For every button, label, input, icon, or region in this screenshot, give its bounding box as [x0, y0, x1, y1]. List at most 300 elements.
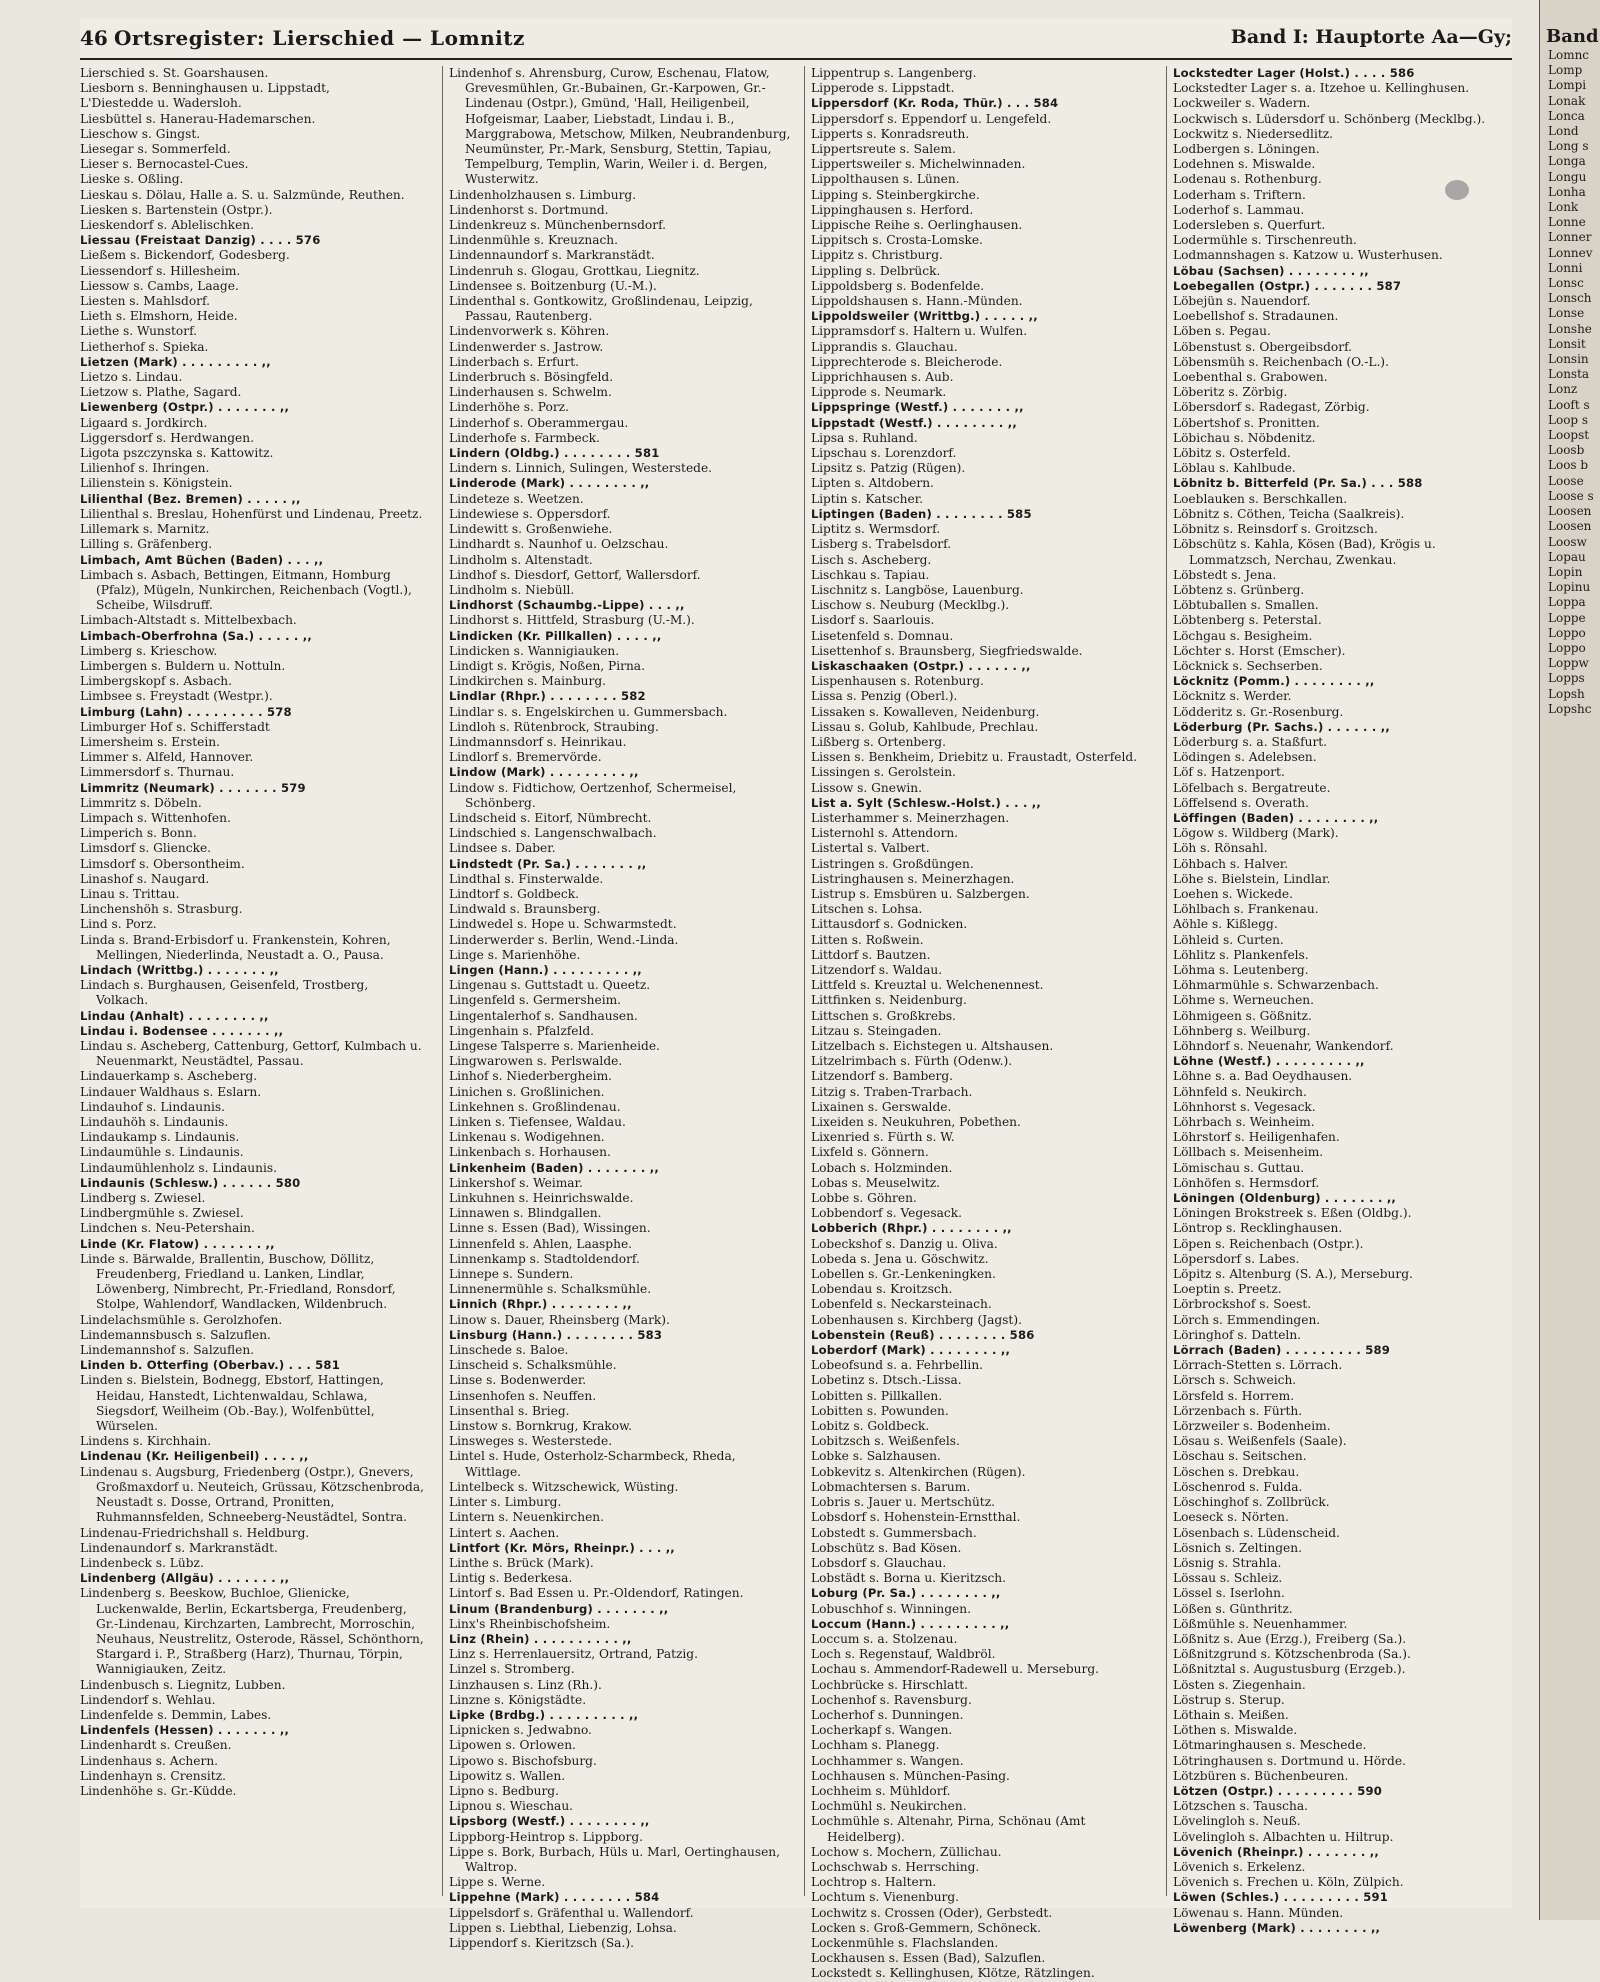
- index-entry-heading: Lövenich (Rheinpr.) . . . . . . . ,,: [1173, 1844, 1379, 1859]
- index-entry: Lipperts s. Konradsreuth.: [811, 126, 970, 141]
- index-entry: Lindscheid s. Eitorf, Nümbrecht.: [449, 810, 652, 825]
- index-entry: Lisdorf s. Saarlouis.: [811, 613, 935, 628]
- index-entry: Lindaumühle s. Lindaunis.: [80, 1145, 244, 1160]
- index-entry: Lippertsweiler s. Michelwinnaden.: [811, 157, 1026, 172]
- index-entry-heading: Loberdorf (Mark) . . . . . . . . ,,: [811, 1343, 1011, 1358]
- index-entry: Linchenshöh s. Strasburg.: [80, 902, 243, 917]
- index-entry: Lingwarowen s. Perlswalde.: [449, 1054, 623, 1069]
- index-entry: Lobellen s. Gr.-Lenkeningken.: [811, 1267, 996, 1282]
- index-entry: Lipperode s. Lippstadt.: [811, 81, 955, 96]
- index-entry: Linow s. Dauer, Rheinsberg (Mark).: [449, 1312, 670, 1327]
- index-entry: Loderhof s. Lammau.: [1173, 202, 1305, 217]
- index-entry: Lindschied s. Langenschwalbach.: [449, 826, 657, 841]
- index-entry: Lobitz s. Goldbeck.: [811, 1419, 930, 1434]
- index-entry: Löwenau s. Hann. Münden.: [1173, 1905, 1344, 1920]
- index-entry: Listernohl s. Attendorn.: [811, 826, 959, 841]
- index-entry: Lobitzsch s. Weißenfels.: [811, 1434, 960, 1449]
- index-entry: Lipno s. Bedburg.: [449, 1783, 559, 1798]
- index-entry: Ließem s. Bickendorf, Godesberg.: [80, 248, 290, 263]
- index-entry: Lindenkreuz s. Münchenbernsdorf.: [449, 218, 667, 233]
- index-entry: Linderwerder s. Berlin, Wend.-Linda.: [449, 932, 679, 947]
- index-entry: Löbitz s. Osterfeld.: [1173, 446, 1291, 461]
- index-entry: Lövelingloh s. Neuß.: [1173, 1814, 1301, 1829]
- index-entry: Limbergskopf s. Asbach.: [80, 674, 233, 689]
- volume-title: Band I: Hauptorte Aa—Gy;: [1230, 26, 1512, 48]
- index-entry: Lindenhof s. Ahrensburg, Curow, Eschenau, Flatow, Grevesmühlen, Gr.-Bubainen, Gr.-Karpowen, Gr.-Lindenau (Ostpr.), Gmünd, 'Hall, Heiligenbeil, Hofgeismar, Laaber, Liebstadt, Lindau i. B., Marggrabowa, Metschow, Milken, Neubrandenburg, Neumünster, Pr.-Mark, Sensburg, Stettin, Tapiau, Tempelburg, Templin, Warin, Weiler i. d. Bergen, Wusterwitz.: [449, 66, 791, 187]
- index-entry: Lietzow s. Plathe, Sagard.: [80, 385, 242, 400]
- index-entry: Löschinghof s. Zollbrück.: [1173, 1495, 1330, 1510]
- index-entry: Littausdorf s. Godnicken.: [811, 917, 968, 932]
- index-entry-heading: Lippehne (Mark) . . . . . . . . 584: [449, 1890, 660, 1905]
- neighbor-page-line: Loppo: [1548, 640, 1586, 655]
- index-entry: Löpersdorf s. Labes.: [1173, 1251, 1300, 1266]
- index-entry: Lindenruh s. Glogau, Grottkau, Liegnitz.: [449, 263, 700, 278]
- index-entry: Lindaukamp s. Lindaunis.: [80, 1130, 240, 1145]
- index-entry: Linichen s. Großlinichen.: [449, 1084, 605, 1099]
- index-entry: Lochbrücke s. Hirschlatt.: [811, 1677, 968, 1692]
- index-entry: Ligota pszczynska s. Kattowitz.: [80, 446, 274, 461]
- index-entry-heading: Liptingen (Baden) . . . . . . . . 585: [811, 506, 1032, 521]
- index-entry: Lindach s. Burghausen, Geisenfeld, Trostberg, Volkach.: [80, 978, 369, 1008]
- index-entry: Lockwitz s. Niedersedlitz.: [1173, 126, 1334, 141]
- neighbor-page-line: Lopin: [1548, 564, 1583, 579]
- index-entry-heading: Limbach-Oberfrohna (Sa.) . . . . . ,,: [80, 628, 312, 643]
- index-entry-heading: Lindach (Writtbg.) . . . . . . . ,,: [80, 962, 279, 977]
- index-entry: Lockstedt s. Kellinghusen, Klötze, Rätzlingen.: [811, 1966, 1095, 1981]
- index-entry: Lindlorf s. Bremervörde.: [449, 750, 602, 765]
- index-entry: Löbichau s. Nöbdenitz.: [1173, 430, 1316, 445]
- index-entry: Linsweges s. Westerstede.: [449, 1434, 613, 1449]
- index-entry: Löhmigeen s. Gößnitz.: [1173, 1008, 1312, 1023]
- index-entry: Lintern s. Neuenkirchen.: [449, 1510, 605, 1525]
- index-entry: Linken s. Tiefensee, Waldau.: [449, 1115, 626, 1130]
- index-entry: Limbsee s. Freystadt (Westpr.).: [80, 689, 273, 704]
- index-entry: Lingenhain s. Pfalzfeld.: [449, 1023, 595, 1038]
- index-entry-heading: Löbau (Sachsen) . . . . . . . . ,,: [1173, 263, 1369, 278]
- index-entry: Lindloh s. Rütenbrock, Straubing.: [449, 719, 659, 734]
- neighbor-page-line: Lonse: [1548, 306, 1585, 321]
- index-entry-heading: Lindenberg (Allgäu) . . . . . . . ,,: [80, 1571, 290, 1586]
- index-entry: Löfelbach s. Bergatreute.: [1173, 780, 1331, 795]
- index-entry: Locherkapf s. Wangen.: [811, 1723, 953, 1738]
- index-entry: Löbertshof s. Pronitten.: [1173, 415, 1320, 430]
- index-entry: Linderbruch s. Bösingfeld.: [449, 370, 614, 385]
- index-entry: Lobkevitz s. Altenkirchen (Rügen).: [811, 1464, 1026, 1479]
- index-entry: Lietzo s. Lindau.: [80, 370, 183, 385]
- index-entry: Liptin s. Katscher.: [811, 491, 924, 506]
- index-entry: Littfeld s. Kreuztal u. Welchenennest.: [811, 978, 1044, 993]
- index-entry: Lobeda s. Jena u. Göschwitz.: [811, 1251, 989, 1266]
- index-entry: Liptitz s. Wermsdorf.: [811, 522, 941, 537]
- index-entry-heading: Lobenstein (Reuß) . . . . . . . . 586: [811, 1327, 1035, 1342]
- index-entry: Löhmarmühle s. Schwarzenbach.: [1173, 978, 1379, 993]
- index-entry: Lörrach-Stetten s. Lörrach.: [1173, 1358, 1343, 1373]
- neighbor-page-line: Lopinu: [1548, 580, 1591, 595]
- index-entry: Lilling s. Gräfenberg.: [80, 537, 213, 552]
- index-entry: Löcknitz s. Werder.: [1173, 689, 1292, 704]
- index-entry: Lingenfeld s. Germersheim.: [449, 993, 622, 1008]
- index-entry: Lochhausen s. München-Pasing.: [811, 1768, 1010, 1783]
- index-entry: Linau s. Trittau.: [80, 886, 180, 901]
- index-entry: Lösau s. Weißenfels (Saale).: [1173, 1434, 1347, 1449]
- index-entry: Lischkau s. Tapiau.: [811, 567, 930, 582]
- index-entry: Löllbach s. Meisenheim.: [1173, 1145, 1324, 1160]
- index-entry: Lösnig s. Strahla.: [1173, 1555, 1282, 1570]
- neighbor-page-line: Lomnc: [1548, 48, 1590, 62]
- index-entry: Löschau s. Seitschen.: [1173, 1449, 1307, 1464]
- index-entry: Lobstedt s. Gummersbach.: [811, 1525, 977, 1540]
- index-entry: Lötmaringhausen s. Meschede.: [1173, 1738, 1367, 1753]
- index-entry: Lippentrup s. Langenberg.: [811, 66, 977, 80]
- index-entry: Litzendorf s. Waldau.: [811, 962, 943, 977]
- index-entry: Lobsdorf s. Glauchau.: [811, 1555, 947, 1570]
- neighbor-page-line: Lopau: [1548, 549, 1586, 564]
- index-entry: Löhnberg s. Weilburg.: [1173, 1023, 1311, 1038]
- index-entry: Linx's Rheinbischofsheim.: [449, 1616, 611, 1631]
- neighbor-page-line: Lond: [1548, 124, 1579, 139]
- index-entry: Liesegar s. Sommerfeld.: [80, 142, 231, 157]
- index-entry: Loehen s. Wickede.: [1173, 886, 1293, 901]
- index-entry: Löchter s. Horst (Emscher).: [1173, 643, 1346, 658]
- index-entry: Lindenwerder s. Jastrow.: [449, 339, 604, 354]
- index-entry: Limburger Hof s. Schifferstadt: [80, 719, 270, 734]
- neighbor-page-line: Loppa: [1548, 595, 1586, 610]
- index-entry: Lipping s. Steinbergkirche.: [811, 187, 980, 202]
- index-entry: Lötzbüren s. Büchenbeuren.: [1173, 1768, 1349, 1783]
- index-entry: Limmer s. Alfeld, Hannover.: [80, 750, 254, 765]
- index-entry: Lippramsdorf s. Haltern u. Wulfen.: [811, 324, 1028, 339]
- index-column-2: [442, 66, 793, 1950]
- index-entry: Litschen s. Lohsa.: [811, 902, 923, 917]
- index-entry: Lippendorf s. Kieritzsch (Sa.).: [449, 1935, 634, 1950]
- index-entry: Lindens s. Kirchhain.: [80, 1434, 212, 1449]
- index-entry: Limberg s. Krieschow.: [80, 643, 218, 658]
- index-entry: Lippelsdorf s. Gräfenthal u. Wallendorf.: [449, 1905, 694, 1920]
- index-entry: Lochow s. Mochern, Züllichau.: [811, 1844, 1002, 1859]
- index-entry: Lindenhardt s. Creußen.: [80, 1738, 232, 1753]
- index-entry-heading: Lipke (Brdbg.) . . . . . . . . . ,,: [449, 1707, 639, 1722]
- index-entry: Linhof s. Niederbergheim.: [449, 1069, 613, 1084]
- index-entry: Lörch s. Emmendingen.: [1173, 1312, 1321, 1327]
- index-entry: Lipprechterode s. Bleicherode.: [811, 354, 1003, 369]
- index-entry: Lintelbeck s. Witzschewick, Wüsting.: [449, 1479, 679, 1494]
- index-entry-heading: Lintfort (Kr. Mörs, Rheinpr.) . . . ,,: [449, 1540, 675, 1555]
- index-entry: Lindholm s. Niebüll.: [449, 582, 575, 597]
- index-entry: Lindenhöhe s. Gr.-Küdde.: [80, 1783, 237, 1798]
- index-entry: Lipnicken s. Jedwabno.: [449, 1723, 592, 1738]
- index-entry: Lobach s. Holzminden.: [811, 1160, 953, 1175]
- index-entry: Listringhausen s. Meinerzhagen.: [811, 871, 1015, 886]
- index-entry: Lispenhausen s. Rotenburg.: [811, 674, 984, 689]
- index-entry: Lodmannshagen s. Katzow u. Wusterhusen.: [1173, 248, 1443, 263]
- neighbor-page-line: Looft s: [1548, 397, 1590, 412]
- neighbor-page-line: Lonni: [1548, 260, 1583, 275]
- index-entry: Lipnou s. Wieschau.: [449, 1799, 574, 1814]
- index-entry: Lindenhorst s. Dortmund.: [449, 202, 609, 217]
- index-entry: Lisch s. Ascheberg.: [811, 552, 932, 567]
- index-entry-heading: Loebegallen (Ostpr.) . . . . . . . 587: [1173, 278, 1402, 293]
- index-entry-heading: Linde (Kr. Flatow) . . . . . . . ,,: [80, 1236, 275, 1251]
- neighbor-page-line: Loose: [1548, 473, 1584, 488]
- index-entry: Lößnitz s. Aue (Erzg.), Freiberg (Sa.).: [1173, 1631, 1407, 1646]
- index-entry-heading: Löffingen (Baden) . . . . . . . . ,,: [1173, 810, 1379, 825]
- index-entry: Lipprode s. Neumark.: [811, 385, 947, 400]
- index-entry: L'Diestedde u. Wadersloh.: [80, 96, 242, 111]
- index-entry: Lönhöfen s. Hermsdorf.: [1173, 1175, 1320, 1190]
- index-entry: Löhleid s. Curten.: [1173, 932, 1284, 947]
- index-entry: Lipschau s. Lorenzdorf.: [811, 446, 957, 461]
- index-entry: Lindensee s. Boitzenburg (U.-M.).: [449, 278, 657, 293]
- neighbor-page-line: Loppo: [1548, 625, 1586, 640]
- index-entry: Lilienstein s. Königstein.: [80, 476, 233, 491]
- index-entry: Lodersleben s. Querfurt.: [1173, 218, 1326, 233]
- index-entry-heading: Lockstedter Lager (Holst.) . . . . 586: [1173, 66, 1415, 80]
- index-entry: Linkenau s. Wodigehnen.: [449, 1130, 605, 1145]
- index-entry: Lindmannsdorf s. Heinrikau.: [449, 734, 627, 749]
- index-entry: Lindenbusch s. Liegnitz, Lubben.: [80, 1677, 286, 1692]
- neighbor-page-line: Loos b: [1548, 458, 1589, 473]
- index-entry-heading: Löwen (Schles.) . . . . . . . . . 591: [1173, 1890, 1389, 1905]
- index-entry-heading: Lippstadt (Westf.) . . . . . . . . ,,: [811, 415, 1017, 430]
- neighbor-page-line: Loppe: [1548, 610, 1586, 625]
- index-entry: Löblau s. Kahlbude.: [1173, 461, 1296, 476]
- index-entry: Lintel s. Hude, Osterholz-Scharmbeck, Rheda, Wittlage.: [449, 1449, 736, 1479]
- index-entry: Lochenhof s. Ravensburg.: [811, 1692, 972, 1707]
- index-entry: Lieser s. Bernocastel-Cues.: [80, 157, 249, 172]
- index-entry: Lochwitz s. Crossen (Oder), Gerbstedt.: [811, 1905, 1053, 1920]
- neighbor-page-line: Lonak: [1548, 93, 1586, 108]
- index-entry: Lockweiler s. Wadern.: [1173, 96, 1311, 111]
- index-entry: Listrup s. Emsbüren u. Salzbergen.: [811, 886, 1030, 901]
- index-entry: Lipten s. Altdobern.: [811, 476, 934, 491]
- index-entry: Limbach s. Asbach, Bettingen, Eitmann, Homburg (Pfalz), Mügeln, Nunkirchen, Reichenbach (Vogtl.), Scheibe, Wilsdruff.: [80, 567, 412, 613]
- neighbor-page-line: Lonsta: [1548, 367, 1590, 382]
- index-entry: Lippische Reihe s. Oerlinghausen.: [811, 218, 1023, 233]
- index-entry: Lixenried s. Fürth s. W.: [811, 1130, 955, 1145]
- index-entry: Löbnitz s. Reinsdorf s. Groitzsch.: [1173, 522, 1378, 537]
- index-entry: Lintig s. Bederkesa.: [449, 1571, 573, 1586]
- index-entry: Lissen s. Benkheim, Driebitz u. Fraustadt, Osterfeld.: [811, 750, 1138, 765]
- index-entry: Lindennaundorf s. Markranstädt.: [449, 248, 655, 263]
- neighbor-page-line: Loosw: [1548, 534, 1587, 549]
- index-entry: Linschede s. Baloe.: [449, 1343, 569, 1358]
- index-entry: Lindauhöh s. Lindaunis.: [80, 1115, 229, 1130]
- index-entry: Lindewiese s. Oppersdorf.: [449, 506, 611, 521]
- index-entry-heading: Lipsborg (Westf.) . . . . . . . . ,,: [449, 1814, 650, 1829]
- index-entry: Linse s. Bodenwerder.: [449, 1373, 587, 1388]
- index-entry-heading: Löwenberg (Mark) . . . . . . . . ,,: [1173, 1920, 1381, 1935]
- index-entry: Litzelbach s. Eichstegen u. Altshausen.: [811, 1039, 1054, 1053]
- index-entry: Lömischau s. Guttau.: [1173, 1160, 1305, 1175]
- index-entry-heading: Lingen (Hann.) . . . . . . . . . ,,: [449, 962, 642, 977]
- neighbor-page-column: [1544, 48, 1600, 1848]
- index-entry-heading: Limmritz (Neumark) . . . . . . . 579: [80, 780, 306, 795]
- index-entry-heading: Lippoldsweiler (Writtbg.) . . . . . ,,: [811, 309, 1038, 324]
- neighbor-page-line: Lopsh: [1548, 686, 1585, 701]
- index-entry: Lindsee s. Daber.: [449, 841, 556, 856]
- index-entry: Limpach s. Wittenhofen.: [80, 810, 231, 825]
- index-entry: Lösenbach s. Lüdenscheid.: [1173, 1525, 1340, 1540]
- index-entry: Limbach-Altstadt s. Mittelbexbach.: [80, 613, 297, 628]
- index-entry: Linzne s. Königstädte.: [449, 1692, 587, 1707]
- index-entry: Lietherhof s. Spieka.: [80, 339, 209, 354]
- index-entry: Lobitten s. Pillkallen.: [811, 1388, 943, 1403]
- running-title: Ortsregister: Lierschied — Lomnitz: [114, 26, 525, 50]
- index-entry: Lobstädt s. Borna u. Kieritzsch.: [811, 1571, 1006, 1586]
- index-entry: Littfinken s. Neidenburg.: [811, 993, 967, 1008]
- index-entry: Linda s. Brand-Erbisdorf u. Frankenstein, Kohren, Mellingen, Niederlinda, Neustadt a. O., Pausa.: [80, 932, 391, 962]
- index-entry: Linderhof s. Oberammergau.: [449, 415, 629, 430]
- index-entry: Lintert s. Aachen.: [449, 1525, 560, 1540]
- index-entry: Lindelachsmühle s. Gerolzhofen.: [80, 1312, 283, 1327]
- index-entry: Lörzweiler s. Bodenheim.: [1173, 1419, 1331, 1434]
- index-entry: Linderhausen s. Schwelm.: [449, 385, 612, 400]
- index-entry: Lindhorst s. Hittfeld, Strasburg (U.-M.).: [449, 613, 695, 628]
- neighbor-page-line: Lonsc: [1548, 276, 1584, 291]
- index-entry-heading: Lindern (Oldbg.) . . . . . . . . 581: [449, 446, 660, 461]
- index-entry-heading: Lilienthal (Bez. Bremen) . . . . . ,,: [80, 491, 301, 506]
- index-entry: Lingenau s. Guttstadt u. Queetz.: [449, 978, 651, 993]
- index-entry: Linnenkamp s. Stadtoldendorf.: [449, 1251, 640, 1266]
- index-entry: Lixainen s. Gerswalde.: [811, 1099, 952, 1114]
- index-entry: Lodenau s. Rothenburg.: [1173, 172, 1322, 187]
- index-entry: Linkehnen s. Großlindenau.: [449, 1099, 621, 1114]
- index-entry: Löderburg s. a. Staßfurt.: [1173, 734, 1328, 749]
- index-column-4: [1166, 66, 1517, 1935]
- index-entry: Linnenermühle s. Schalksmühle.: [449, 1282, 652, 1297]
- index-entry: Lisberg s. Trabelsdorf.: [811, 537, 952, 552]
- neighbor-page-line: Lonnev: [1548, 245, 1593, 260]
- index-entry: Lörsfeld s. Horrem.: [1173, 1388, 1295, 1403]
- index-entry: Lippertsreute s. Salem.: [811, 142, 956, 157]
- index-entry: Lieskendorf s. Ablelischken.: [80, 218, 255, 233]
- index-entry: Lissow s. Gnewin.: [811, 780, 922, 795]
- index-entry: Lisetenfeld s. Domnau.: [811, 628, 954, 643]
- index-entry: Lindholm s. Altenstadt.: [449, 552, 593, 567]
- index-entry: Lörzenbach s. Fürth.: [1173, 1403, 1303, 1418]
- index-entry: Listringen s. Großdüngen.: [811, 856, 974, 871]
- index-entry-heading: Linkenheim (Baden) . . . . . . . ,,: [449, 1160, 659, 1175]
- index-entry-heading: Linderode (Mark) . . . . . . . . ,,: [449, 476, 650, 491]
- index-entry: Lind s. Porz.: [80, 917, 157, 932]
- index-entry-heading: Linnich (Rhpr.) . . . . . . . . ,,: [449, 1297, 632, 1312]
- index-entry: Lippe s. Bork, Burbach, Hüls u. Marl, Oertinghausen, Waltrop.: [449, 1844, 781, 1874]
- index-entry: Liesbüttel s. Hanerau-Hademarschen.: [80, 111, 316, 126]
- index-entry: Loeseck s. Nörten.: [1173, 1510, 1289, 1525]
- index-entry: Lodbergen s. Löningen.: [1173, 142, 1320, 157]
- index-entry-heading: Lindicken (Kr. Pillkallen) . . . . ,,: [449, 628, 662, 643]
- index-entry: Lockhausen s. Essen (Bad), Salzuflen.: [811, 1951, 1046, 1966]
- index-entry: Lippoldshausen s. Hann.-Münden.: [811, 294, 1023, 309]
- index-entry: Löhrbach s. Weinheim.: [1173, 1115, 1315, 1130]
- index-entry: Lißberg s. Ortenberg.: [811, 734, 946, 749]
- index-entry: Litten s. Roßwein.: [811, 932, 924, 947]
- index-entry: Löhma s. Leutenberg.: [1173, 962, 1309, 977]
- index-entry: Löthain s. Meißen.: [1173, 1707, 1289, 1722]
- index-entry: Lochmühl s. Neukirchen.: [811, 1799, 967, 1814]
- neighbor-page-line: Longa: [1548, 154, 1586, 169]
- index-entry: Lierschied s. St. Goarshausen.: [80, 66, 269, 80]
- index-entry: Linnepe s. Sundern.: [449, 1267, 574, 1282]
- neighbor-page-line: Loppw: [1548, 656, 1589, 671]
- index-entry: Linzel s. Stromberg.: [449, 1662, 575, 1677]
- index-entry: Linkenbach s. Horhausen.: [449, 1145, 611, 1160]
- index-entry: Limmritz s. Döbeln.: [80, 795, 202, 810]
- index-entry: Lindbergmühle s. Zwiesel.: [80, 1206, 244, 1221]
- index-entry: Lobenhausen s. Kirchberg (Jagst).: [811, 1312, 1022, 1327]
- index-entry: Lindemannsbusch s. Salzuflen.: [80, 1327, 271, 1342]
- neighbor-page-line: Lonshe: [1548, 321, 1592, 336]
- index-entry: Linkershof s. Weimar.: [449, 1175, 583, 1190]
- index-entry: Lobbe s. Göhren.: [811, 1191, 917, 1206]
- index-entry-heading: List a. Sylt (Schlesw.-Holst.) . . . ,,: [811, 795, 1042, 810]
- index-entry: Lindchen s. Neu-Petershain.: [80, 1221, 255, 1236]
- index-entry: Linderhöhe s. Porz.: [449, 400, 569, 415]
- index-entry: Littdorf s. Bautzen.: [811, 947, 931, 962]
- index-entry-heading: Linden b. Otterfing (Oberbav.) . . . 581: [80, 1358, 340, 1373]
- neighbor-page-strip: [1539, 0, 1600, 1920]
- index-entry: Lockenmühle s. Flachslanden.: [811, 1935, 999, 1950]
- index-entry: Locken s. Groß-Gemmern, Schöneck.: [811, 1920, 1041, 1935]
- index-entry: Lösten s. Ziegenhain.: [1173, 1677, 1306, 1692]
- index-entry: Lipowen s. Orlowen.: [449, 1738, 576, 1753]
- index-entry: Lövelingloh s. Albachten u. Hiltrup.: [1173, 1829, 1394, 1844]
- neighbor-page-line: Lonca: [1548, 108, 1585, 123]
- index-entry: Litzig s. Traben-Trarbach.: [811, 1084, 973, 1099]
- neighbor-page-line: Lopshc: [1548, 701, 1592, 716]
- page-number: 46: [80, 26, 108, 50]
- index-entry: Löschenrod s. Fulda.: [1173, 1479, 1303, 1494]
- index-entry: Linz s. Herrenlauersitz, Ortrand, Patzig.: [449, 1647, 698, 1662]
- index-entry: Lilienthal s. Breslau, Hohenfürst und Lindenau, Preetz.: [80, 506, 423, 521]
- index-entry: Linde s. Bärwalde, Brallentin, Buschow, Döllitz, Freudenberg, Friedland u. Lanken, Lindlar, Löwenberg, Nimbrecht, Pr.-Friedland, Ronsdorf, Stolpe, Wahlendorf, Wandlacken, Wildenbruch.: [80, 1251, 396, 1312]
- index-entry: Löben s. Pegau.: [1173, 324, 1271, 339]
- index-entry-heading: Löbnitz b. Bitterfeld (Pr. Sa.) . . . 588: [1173, 476, 1423, 491]
- index-entry: Lindwedel s. Hope u. Schwarmstedt.: [449, 917, 677, 932]
- index-entry: Ligaard s. Jordkirch.: [80, 415, 208, 430]
- index-column-1: [80, 66, 424, 1896]
- index-entry: Löpitz s. Altenburg (S. A.), Merseburg.: [1173, 1267, 1413, 1282]
- index-entry: Lindenau s. Augsburg, Friedenberg (Ostpr.), Gnevers, Großmaxdorf u. Neuteich, Grüssau, Kötzschenbroda, Neustadt s. Dosse, Ortrand, Pronitten, Ruhmannsfelden, Schneeberg-Neustädtel, Sontra.: [80, 1464, 424, 1525]
- index-entry: Lippinghausen s. Herford.: [811, 202, 974, 217]
- index-entry: Littschen s. Großkrebs.: [811, 1008, 957, 1023]
- index-entry: Lörbrockshof s. Soest.: [1173, 1297, 1312, 1312]
- index-entry: Lixeiden s. Neukuhren, Pobethen.: [811, 1115, 1021, 1130]
- index-entry: Lindenau-Friedrichshall s. Heldburg.: [80, 1525, 310, 1540]
- index-entry: Linnawen s. Blindgallen.: [449, 1206, 602, 1221]
- index-entry: Linter s. Limburg.: [449, 1495, 562, 1510]
- index-entry: Löningen Brokstreek s. Eßen (Oldbg.).: [1173, 1206, 1412, 1221]
- index-entry: Lodehnen s. Miswalde.: [1173, 157, 1316, 172]
- index-entry: Lövenich s. Erkelenz.: [1173, 1859, 1306, 1874]
- index-entry: Löhlitz s. Plankenfels.: [1173, 947, 1309, 962]
- index-entry-heading: Löcknitz (Pomm.) . . . . . . . . ,,: [1173, 674, 1375, 689]
- index-entry: Lilienhof s. Ihringen.: [80, 461, 210, 476]
- index-entry: Liggersdorf s. Herdwangen.: [80, 430, 254, 445]
- index-entry: Lockwisch s. Lüdersdorf u. Schönberg (Mecklbg.).: [1173, 111, 1486, 126]
- index-entry: Loderham s. Triftern.: [1173, 187, 1306, 202]
- index-entry: Lindenberg s. Beeskow, Buchloe, Glienicke, Luckenwalde, Berlin, Eckartsberga, Freudenberg, Gr.-Lindenau, Kirchzarten, Lambrecht, Morroschin, Neuhaus, Neustrelitz, Osterode, Rässel, Schönthorn, Stargard i. P., Straßberg (Harz), Thurnau, Törpin, Wannigiauken, Zeitz.: [80, 1586, 424, 1677]
- index-entry: Lindenhaus s. Achern.: [80, 1753, 219, 1768]
- index-entry-heading: Lindau i. Bodensee . . . . . . . ,,: [80, 1023, 284, 1038]
- index-entry: Lindwald s. Braunsberg.: [449, 902, 601, 917]
- index-entry: Lingentalerhof s. Sandhausen.: [449, 1008, 638, 1023]
- index-entry: Lieskau s. Dölau, Halle a. S. u. Salzmünde, Reuthen.: [80, 187, 405, 202]
- neighbor-page-line: Loosen: [1548, 519, 1592, 534]
- index-entry: Löbersdorf s. Radegast, Zörbig.: [1173, 400, 1370, 415]
- index-entry: Löbtenberg s. Peterstal.: [1173, 613, 1322, 628]
- index-entry: Lötzschen s. Tauscha.: [1173, 1799, 1308, 1814]
